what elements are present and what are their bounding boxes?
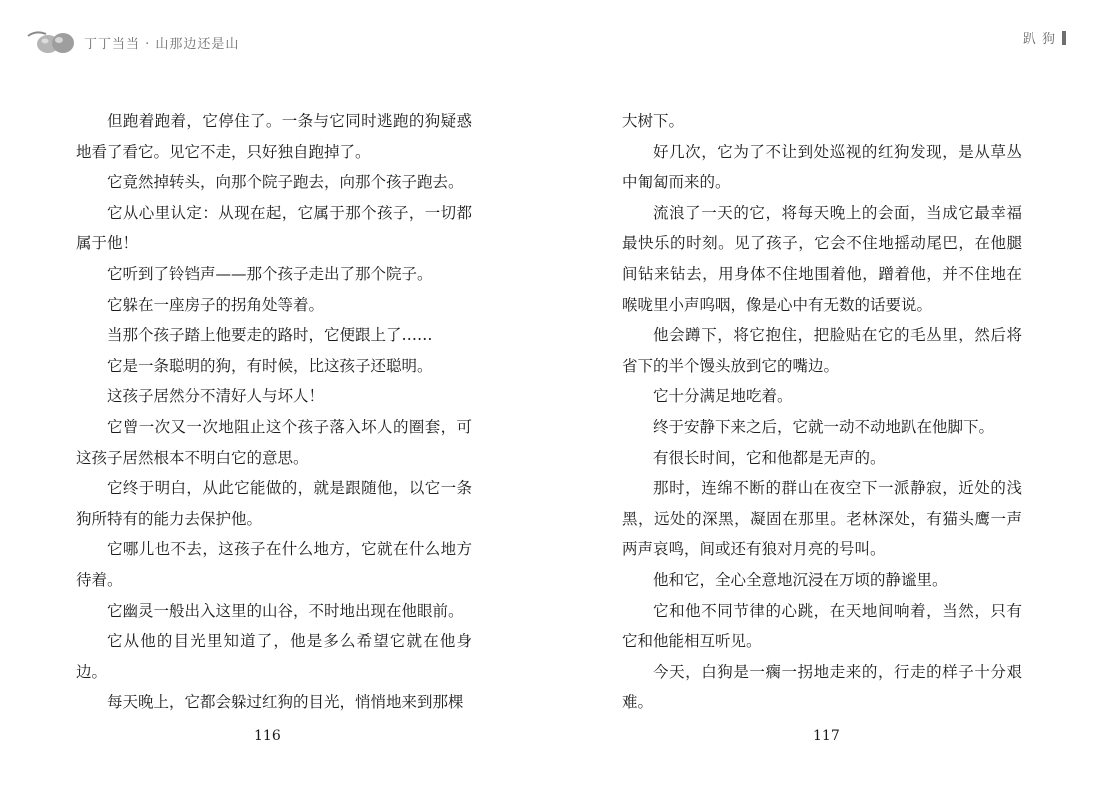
paragraph: 它幽灵一般出入这里的山谷，不时地出现在他眼前。 xyxy=(107,601,464,620)
paragraph: 它听到了铃铛声——那个孩子走出了那个院子。 xyxy=(107,264,433,283)
left-header-title: 丁丁当当 · 山那边还是山 xyxy=(84,36,240,52)
paragraph: 有很长时间，它和他都是无声的。 xyxy=(653,448,886,467)
paragraph: 它曾一次又一次地阻止这个孩子落入坏人的圈套，可这孩子居然根本不明白它的意思。 xyxy=(76,417,472,467)
paragraph: 它从心里认定：从现在起，它属于那个孩子，一切都属于他！ xyxy=(76,203,472,253)
paragraph: 它哪儿也不去，这孩子在什么地方，它就在什么地方待着。 xyxy=(76,540,472,589)
header-bar-mark xyxy=(1062,31,1066,45)
paragraph: 但跑着跑着，它停住了。一条与它同时逃跑的狗疑惑地看了看它。见它不走，只好独自跑掉了。 xyxy=(76,112,472,161)
right-header-title: 趴 狗 xyxy=(1022,32,1056,47)
paragraph: 它和他不同节律的心跳，在天地间响着，当然，只有它和他能相互听见。 xyxy=(622,601,1022,651)
paragraph: 它从他的目光里知道了，他是多么希望它就在他身边。 xyxy=(76,632,472,681)
left-text-block xyxy=(76,106,472,718)
paragraph: 它躲在一座房子的拐角处等着。 xyxy=(107,295,325,314)
right-page-number: 117 xyxy=(813,728,840,744)
left-running-header xyxy=(26,28,239,56)
paragraph: 他和它，全心全意地沉浸在万顷的静谧里。 xyxy=(653,570,948,589)
right-running-header xyxy=(1023,28,1066,47)
peanut-logo-icon xyxy=(26,28,76,56)
paragraph: 当那个孩子踏上他要走的路时，它便跟上了…… xyxy=(107,326,433,345)
right-text-block xyxy=(622,106,1022,718)
paragraph: 它终于明白，从此它能做的，就是跟随他，以它一条狗所特有的能力去保护他。 xyxy=(76,479,472,528)
paragraph: 这孩子居然分不清好人与坏人！ xyxy=(107,387,325,406)
paragraph: 流浪了一天的它，将每天晚上的会面，当成它最幸福最快乐的时刻。见了孩子，它会不住地摇动尾巴，在他腿间钻来钻去，用身体不住地围着他，蹭着他，并不住地在喉咙里小声呜咽，像是心中有无数的话要说。 xyxy=(622,203,1022,314)
paragraph: 好几次，它为了不让到处巡视的红狗发现，是从草丛中匍匐而来的。 xyxy=(622,142,1022,192)
paragraph: 每天晚上，它都会躲过红狗的目光，悄悄地来到那棵 xyxy=(107,693,464,712)
left-page-number: 116 xyxy=(254,728,281,744)
paragraph: 大树下。 xyxy=(622,112,685,130)
paragraph: 那时，连绵不断的群山在夜空下一派静寂，近处的浅黑，远处的深黑，凝固在那里。老林深处，有猫头鹰一声两声哀鸣，间或还有狼对月亮的号叫。 xyxy=(622,479,1022,559)
paragraph: 它是一条聪明的狗，有时候，比这孩子还聪明。 xyxy=(107,356,433,375)
paragraph: 今天，白狗是一瘸一拐地走来的，行走的样子十分艰难。 xyxy=(622,662,1022,712)
right-page xyxy=(548,0,1096,786)
paragraph: 它十分满足地吃着。 xyxy=(653,387,793,406)
paragraph: 终于安静下来之后，它就一动不动地趴在他脚下。 xyxy=(653,417,995,436)
paragraph: 他会蹲下，将它抱住，把脸贴在它的毛丛里，然后将省下的半个馒头放到它的嘴边。 xyxy=(622,326,1022,375)
paragraph: 它竟然掉转头，向那个院子跑去，向那个孩子跑去。 xyxy=(107,173,464,192)
